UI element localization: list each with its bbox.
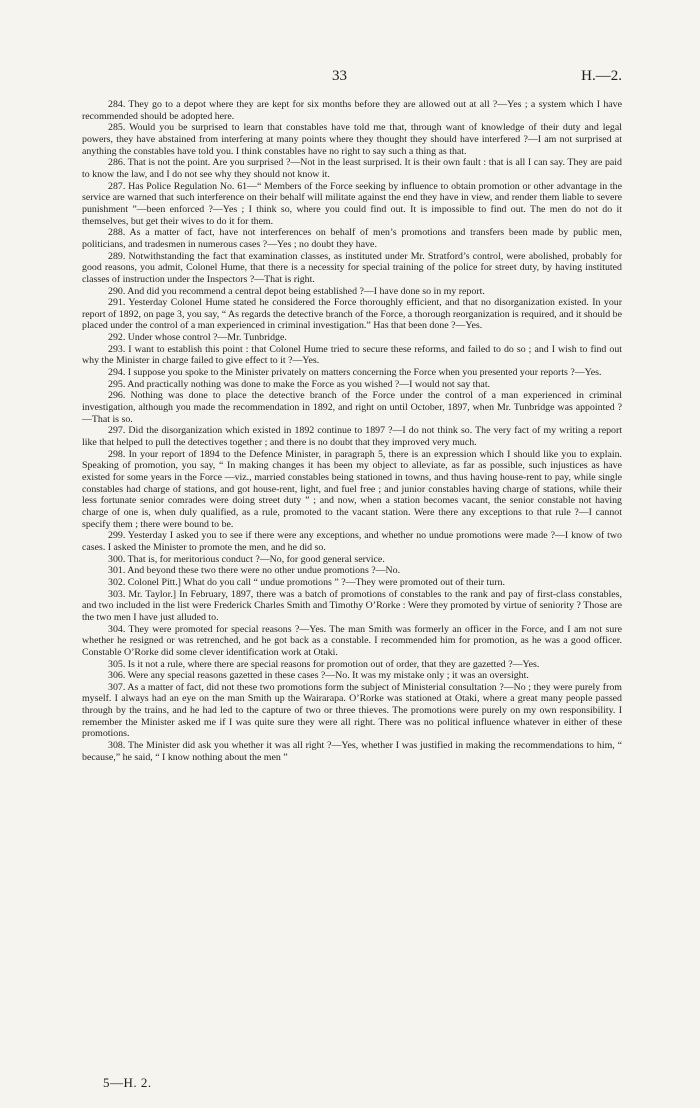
paragraph-305: 305. Is it not a rule, where there are special reasons for promotion out of order, that they are gazetted ?—Yes. — [108, 658, 540, 670]
paragraph-286: 286. That is not the point. Are you surprised ?—Not in the least surprised. It is their own fault : that is all I can say. They are paid to know the law, and I do not see why they should not know it. — [82, 157, 622, 180]
paragraph-304: 304. They were promoted for special reasons ?—Yes. The man Smith was formerly an officer in the Force, and I am not sure whether he resigned or was retrenched, and he got back as a constable. I recommended him for promotion, as he was a good officer. Constable O’Rorke did some clever identification work at Otaki. — [82, 623, 622, 658]
paragraph-306: 306. Were any special reasons gazetted in these cases ?—No. It was my mistake only ; it was an oversight. — [108, 670, 529, 682]
testimony-text — [82, 99, 622, 763]
paragraph-295: 295. And practically nothing was done to make the Force as you wished ?—I would not say that. — [108, 378, 491, 390]
page-number: 33 — [332, 68, 347, 84]
document-code: H.—2. — [581, 68, 622, 84]
paragraph-298: 298. In your report of 1894 to the Defence Minister, in paragraph 5, there is an expression which I should like you to explain. Speaking of promotion, you say, “ In making changes it has been my object to alleviate, as far as possible, such injustices as have existed for some years in the Force —viz., married constables being stationed in towns, and thus having house-rent to pay, while single constables had charge of stations, and got house-rent, light, and fuel free ; and junior constables having charge of stations, while their less fortunate senior comrades were doing street duty ” ; and now, when a station becomes vacant, the senior constable not having charge of one is, when duly qualified, as a rule, promoted to the vacant station. Were there any exceptions to that rule ?—I cannot specify them ; there were bound to be. — [82, 448, 622, 530]
paragraph-291: 291. Yesterday Colonel Hume stated he considered the Force thoroughly efficient, and that no disorganization existed. In your report of 1892, on page 3, you say, “ As regards the detective branch of the Force, a thorough reorganization is required, and it should be placed under the control of a man experienced in criminal investigation.” Has that been done ?—Yes. — [82, 297, 622, 332]
paragraph-285: 285. Would you be surprised to learn that constables have told me that, through want of knowledge of their duty and legal powers, they have abstained from interfering at many points where they thought they should have interfered ?—I am not surprised at anything the constables have told you. I think constables have no right to say such a thing as that. — [82, 122, 622, 157]
paragraph-303: 303. Mr. Taylor.] In February, 1897, there was a batch of promotions of constables to the rank and pay of first-class constables, and two included in the list were Frederick Charles Smith and Timothy O’Rorke : Were they promoted by virtue of seniority ? Those are the two men I have just alluded to. — [82, 588, 622, 623]
paragraph-307: 307. As a matter of fact, did not these two promotions form the subject of Ministerial consultation ?—No ; they were purely from myself. I always had an eye on the man Smith up the Wairarapa. O’Rorke was stationed at Otaki, where a great many people passed through by the trains, and he had led to the capture of two or three thieves. The promotions were purely on my own responsibility. I remember the Minister asked me if I was quite sure they were all right. There was no political influence whatever in either of these promotions. — [82, 681, 622, 740]
paragraph-289: 289. Notwithstanding the fact that examination classes, as instituted under Mr. Stratford’s control, were abolished, probably for good reasons, you admit, Colonel Hume, that there is a necessity for special training of the police for street duty, by having instituted classes of instruction under the Inspectors ?—That is right. — [82, 250, 622, 285]
paragraph-301: 301. And beyond these two there were no other undue promotions ?—No. — [108, 565, 401, 577]
paragraph-288: 288. As a matter of fact, have not interferences on behalf of men’s promotions and transfers been made by public men, politicians, and tradesmen in numerous cases ?—Yes ; no doubt they have. — [82, 227, 622, 250]
page-header — [82, 68, 622, 88]
paragraph-293: 293. I want to establish this point : that Colonel Hume tried to secure these reforms, and failed to do so ; and I wish to find out why the Minister in charge failed to give effect to it ?—Yes. — [82, 343, 622, 367]
paragraph-299: 299. Yesterday I asked you to see if there were any exceptions, and whether no undue promotions were made ?—I know of two cases. I asked the Minister to promote the men, and he did so. — [82, 530, 622, 553]
paragraph-290: 290. And did you recommend a central depot being established ?—I have done so in my report. — [108, 285, 485, 297]
paragraph-287: 287. Has Police Regulation No. 61—“ Members of the Force seeking by influence to obtain promotion or other advantage in the service are warned that such interference on their behalf will militate against the end they have in view, and render them liable to severe punishment ”—been enforced ?—Yes ; I think so, where you could find out. It is impossible to find out. The men do not do it themselves, but get their wives to do it for them. — [82, 180, 622, 227]
paragraph-284: 284. They go to a depot where they are kept for six months before they are allowed out at all ?—Yes ; a system which I have recommended should be adopted here. — [82, 99, 622, 122]
signature-mark: 5—H. 2. — [103, 1075, 152, 1090]
paragraph-308: 308. The Minister did ask you whether it was all right ?—Yes, whether I was justified in making the recommendations to him, “ because,” he said, “ I know nothing about the men ” — [82, 740, 622, 763]
paragraph-292: 292. Under whose control ?—Mr. Tunbridge. — [108, 332, 287, 344]
paragraph-297: 297. Did the disorganization which existed in 1892 continue to 1897 ?—I do not think so. The very fact of my writing a report like that helped to pull the detectives together ; and there is no doubt that they improved very much. — [82, 425, 622, 449]
paragraph-302: 302. Colonel Pitt.] What do you call “ undue promotions ” ?—They were promoted out of their turn. — [108, 576, 505, 588]
paragraph-300: 300. That is, for meritorious conduct ?—No, for good general service. — [108, 553, 385, 565]
paragraph-296: 296. Nothing was done to place the detective branch of the Force under the control of a man experienced in criminal investigation, although you made the recommendation in 1892, and right on until October, 1897, when Mr. Tunbridge was appointed ?—That is so. — [82, 390, 622, 425]
paragraph-294: 294. I suppose you spoke to the Minister privately on matters concerning the Force when you presented your reports ?—Yes. — [108, 367, 602, 379]
